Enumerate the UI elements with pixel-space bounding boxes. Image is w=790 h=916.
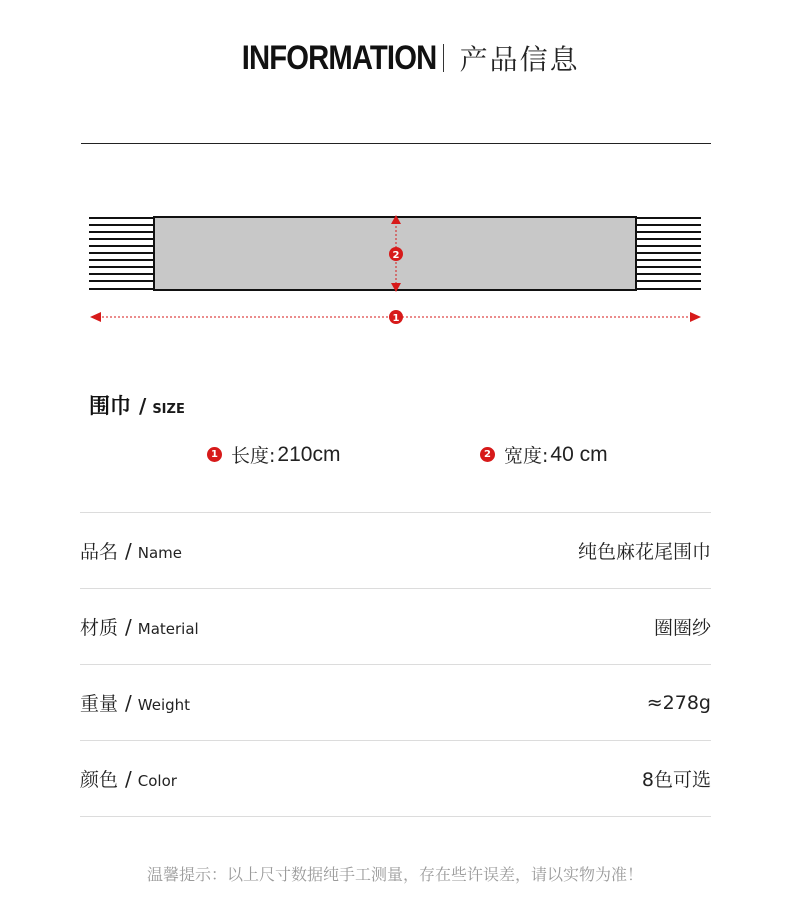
- spec-label: [80, 537, 182, 564]
- width-value: 40 cm: [550, 442, 608, 466]
- scarf-fringe-left: [89, 218, 154, 289]
- spec-label-slash: /: [125, 615, 132, 639]
- spec-value: 8色可选: [641, 769, 711, 791]
- spec-value: ≈278g: [646, 691, 711, 714]
- spec-label-en: Name: [137, 544, 183, 562]
- spec-row-weight: [80, 664, 711, 740]
- spec-label-slash: /: [125, 767, 132, 791]
- scarf-diagram: [80, 200, 710, 330]
- dimension-width: [480, 441, 608, 468]
- footnote: 温馨提示：以上尺寸数据纯手工测量，存在些许误差，请以实物为准！: [146, 865, 643, 884]
- size-section-title: [89, 390, 185, 420]
- size-title-cn: 围巾: [89, 394, 131, 418]
- spec-label-en: Weight: [137, 696, 191, 714]
- length-label: 长度:: [231, 445, 276, 467]
- width-label: 宽度:: [504, 445, 549, 467]
- header-divider: [443, 44, 444, 72]
- spec-row-name: [80, 512, 711, 588]
- size-title-en: SIZE: [152, 402, 185, 417]
- spec-label-cn: 颜色: [80, 769, 119, 791]
- length-badge: 1: [207, 447, 222, 462]
- length-value: 210cm: [277, 442, 341, 466]
- length-marker: [389, 310, 403, 324]
- length-marker-label: 1: [392, 313, 400, 324]
- page-header: [0, 36, 790, 80]
- spec-table: [80, 512, 711, 817]
- spec-label: [80, 689, 190, 716]
- spec-label-en: Material: [137, 620, 199, 638]
- spec-value: 圈圈纱: [653, 617, 711, 639]
- width-marker: [389, 247, 403, 261]
- header-rule: [81, 143, 711, 144]
- width-marker-label: 2: [392, 250, 400, 261]
- header-title-cn: 产品信息: [459, 43, 580, 76]
- spec-label-slash: /: [125, 539, 132, 563]
- size-title-slash: /: [139, 394, 147, 418]
- spec-value: 纯色麻花尾围巾: [577, 541, 711, 563]
- spec-label-cn: 品名: [80, 541, 119, 563]
- scarf-fringe-right: [636, 218, 701, 289]
- spec-label: [80, 613, 199, 640]
- spec-row-color: [80, 740, 711, 817]
- spec-label: [80, 765, 177, 792]
- spec-label-en: Color: [137, 772, 177, 790]
- width-badge: 2: [480, 447, 495, 462]
- header-title-en: INFORMATION: [242, 38, 437, 77]
- spec-label-cn: 重量: [80, 693, 119, 715]
- spec-label-slash: /: [125, 691, 132, 715]
- spec-label-cn: 材质: [80, 617, 119, 639]
- spec-row-material: [80, 588, 711, 664]
- dimension-length: [207, 441, 340, 468]
